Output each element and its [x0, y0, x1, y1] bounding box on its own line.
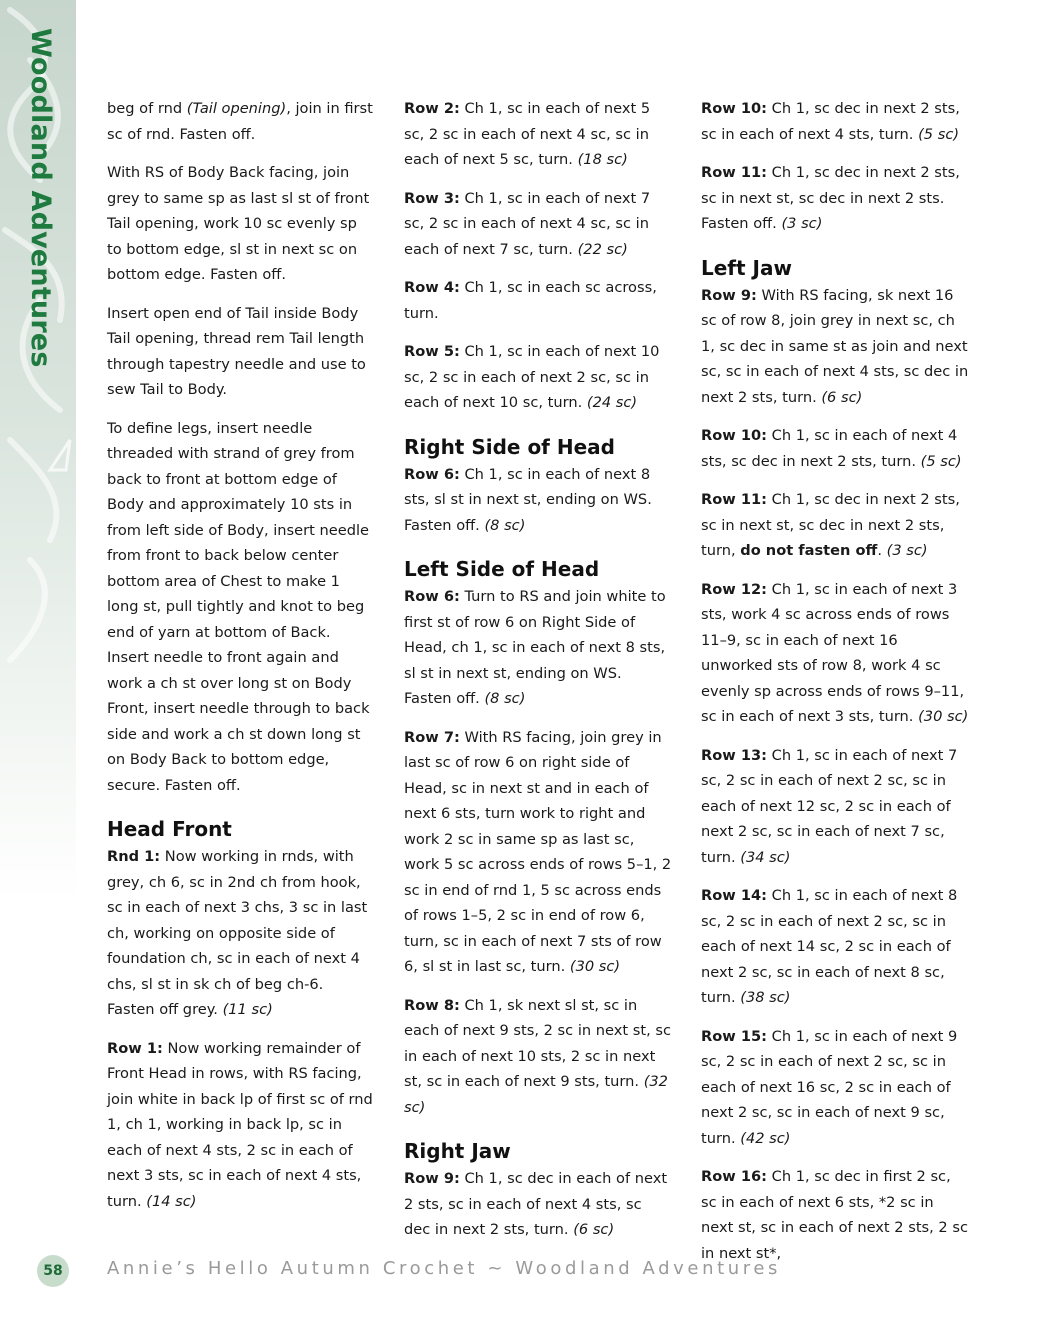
instruction-paragraph — [404, 96, 672, 173]
row-label: Row 2: — [404, 100, 460, 117]
row-label: Row 10: — [701, 427, 767, 444]
row-label: Row 11: — [701, 164, 767, 181]
instruction-paragraph — [404, 275, 672, 326]
page-footer: Annie’s Hello Autumn Crochet ~ Woodland Adventures — [107, 1258, 782, 1279]
instruction-paragraph — [107, 96, 375, 147]
row-label: Row 6: — [404, 465, 460, 483]
instruction-text: Now working remainder of Front Head in rows, with RS facing, join white in back lp of first sc of rnd 1, ch 1, working in back lp, sc in each of next 4 sts, 2 sc in each of next 3 sts, sc in each of next 4 sts, turn. — [107, 1039, 373, 1210]
row-label: Row 15: — [701, 1027, 767, 1045]
stitch-count: (34 sc) — [740, 848, 791, 866]
instruction-text: Ch 1, sc dec in next 2 sts, sc in each of next 4 sts, turn. — [701, 100, 960, 143]
row-label: Row 11: — [701, 491, 767, 508]
instruction-paragraph — [107, 1036, 375, 1215]
instruction-text: Ch 1, sc in each of next 3 sts, work 4 sc across ends of rows 11–9, sc in each of next 16 unworked sts of row 8, work 4 sc evenly sp across ends of rows 9–11, sc in each of next 3 sts, turn. — [701, 580, 965, 725]
instruction-text: Ch 1, sc in each of next 7 sc, 2 sc in each of next 4 sc, sc in each of next 7 sc, turn. — [404, 189, 651, 258]
instruction-text: , join in first sc of rnd. Fasten off. — [107, 100, 373, 143]
instruction-paragraph — [701, 96, 969, 147]
stitch-count: (14 sc) — [146, 1192, 197, 1210]
row-label: Row 14: — [701, 887, 767, 904]
row-label: Row 16: — [701, 1168, 767, 1185]
column-1 — [107, 96, 375, 1227]
stitch-count: (11 sc) — [222, 1001, 273, 1018]
stitch-count: (38 sc) — [740, 989, 791, 1006]
instruction-text: Ch 1, sc dec in next 2 sts, sc in next st, sc dec in next 2 sts, turn, — [701, 491, 960, 559]
stitch-count: (6 sc) — [573, 1221, 615, 1238]
section-heading: Left Jaw — [701, 255, 792, 280]
instruction-paragraph — [701, 743, 969, 871]
instruction-paragraph — [701, 160, 969, 237]
instruction-paragraph — [701, 1164, 969, 1266]
stitch-count: (30 sc) — [569, 958, 621, 975]
row-label: do not fasten off — [740, 542, 878, 559]
instruction-text: Ch 1, sc in each of next 9 sc, 2 sc in each of next 2 sc, sc in each of next 16 sc, 2 sc in each of next 2 sc, sc in each of next 9 sc, turn. — [701, 1027, 958, 1147]
column-3 — [701, 96, 969, 1279]
stitch-count: (5 sc) — [920, 452, 962, 470]
row-label: Row 3: — [404, 189, 460, 207]
row-label: Row 1: — [107, 1039, 163, 1057]
row-label: Row 4: — [404, 279, 460, 296]
stitch-count: (30 sc) — [918, 708, 969, 725]
side-title: Woodland Adventures — [25, 28, 56, 368]
row-label: Row 9: — [404, 1170, 460, 1187]
instruction-text: Turn to RS and join white to first st of row 6 on Right Side of Head, ch 1, sc in each of next 8 sts, sl st in next st, ending on WS. Fasten off. — [404, 588, 666, 707]
row-label: Row 9: — [701, 286, 757, 304]
page-number: 58 — [37, 1255, 69, 1287]
row-label: Row 12: — [701, 580, 767, 598]
instruction-paragraph — [701, 283, 969, 411]
instruction-paragraph — [107, 301, 375, 403]
row-label: Row 13: — [701, 746, 767, 764]
instruction-text: Ch 1, sc dec in next 2 sts, sc in next st, sc dec in next 2 sts. Fasten off. — [701, 164, 960, 232]
instruction-paragraph — [404, 993, 672, 1121]
section-heading: Head Front — [107, 817, 232, 841]
instruction-text: To define legs, insert needle threaded with strand of grey from back to front at bottom edge of Body and approximately 10 sts in from left side of Body, insert needle from front to back below center bottom area of Chest to make 1 long st, pull tightly and knot to beg end of yarn at bottom of Back. Insert needle to front again and work a ch st over long st on Body Front, insert needle through to back side and work a ch st down long st on Body Back to bottom edge, secure. Fasten off. — [107, 419, 370, 794]
instruction-text: With RS facing, join grey in last sc of row 6 on right side of Head, sc in next st and in each of next 6 sts, turn work to right and work 2 sc in same sp as last sc, work 5 sc across ends of rows 5–1, 2 sc in end of rnd 1, 5 sc across ends of rows 1–5, 2 sc in end of row 6, turn, sc in each of next 7 sts of row 6, sl st in last sc, turn. — [404, 728, 672, 975]
stitch-count: (32 sc) — [404, 1073, 668, 1116]
instruction-paragraph — [404, 339, 672, 416]
instruction-paragraph — [404, 462, 672, 539]
instruction-text: Ch 1, sk next sl st, sc in each of next 9 sts, 2 sc in next st, sc in each of next 10 sts, 2 sc in next st, sc in each of next 9 sts, turn. — [404, 996, 671, 1090]
row-label: Row 8: — [404, 996, 460, 1014]
stitch-count: (8 sc) — [484, 516, 526, 534]
instruction-text: Ch 1, sc in each sc across, turn. — [404, 279, 657, 322]
instruction-paragraph — [404, 584, 672, 712]
section-heading: Right Jaw — [404, 1139, 511, 1163]
row-label: Row 7: — [404, 728, 460, 746]
instruction-text: Ch 1, sc in each of next 4 sts, sc dec in next 2 sts, turn. — [701, 427, 958, 470]
stitch-count: (24 sc) — [586, 394, 638, 411]
instruction-paragraph — [701, 423, 969, 474]
section-heading: Left Side of Head — [404, 557, 600, 581]
instruction-text: . — [877, 542, 887, 559]
instruction-text: Now working in rnds, with grey, ch 6, sc in 2nd ch from hook, sc in each of next 3 chs, 3 sc in last ch, working on opposite side of foundation ch, sc in each of next 4 chs, sl st in sk ch of beg ch-6. Fasten off grey. — [107, 848, 368, 1018]
stitch-count: (3 sc) — [886, 542, 928, 559]
instruction-text: Ch 1, sc in each of next 8 sts, sl st in next st, ending on WS. Fasten off. — [404, 465, 652, 534]
stitch-count: (6 sc) — [821, 388, 863, 406]
instruction-paragraph — [701, 883, 969, 1011]
instruction-paragraph — [404, 1166, 672, 1243]
instruction-text: Ch 1, sc in each of next 10 sc, 2 sc in each of next 2 sc, sc in each of next 10 sc, turn. — [404, 343, 660, 411]
stitch-count: (5 sc) — [918, 125, 960, 143]
stitch-count: (3 sc) — [781, 215, 823, 232]
instruction-text: With RS facing, sk next 16 sc of row 8, join grey in next sc, ch 1, sc dec in same st as join and next sc, sc in each of next 4 sts, sc dec in next 2 sts, turn. — [701, 286, 969, 406]
instruction-paragraph — [701, 1024, 969, 1152]
instruction-paragraph — [404, 725, 672, 980]
instruction-paragraph — [701, 487, 969, 564]
row-label: Row 10: — [701, 100, 767, 117]
instruction-text: beg of rnd — [107, 100, 187, 117]
instruction-paragraph — [107, 844, 375, 1023]
instruction-text: Ch 1, sc dec in each of next 2 sts, sc in each of next 4 sts, sc dec in next 2 sts, turn. — [404, 1170, 668, 1238]
instruction-text: Ch 1, sc in each of next 8 sc, 2 sc in each of next 2 sc, sc in each of next 14 sc, 2 sc in each of next 2 sc, sc in each of next 8 sc, turn. — [701, 887, 958, 1006]
stitch-count: (Tail opening) — [186, 100, 287, 117]
instruction-text: Ch 1, sc in each of next 5 sc, 2 sc in each of next 4 sc, sc in each of next 5 sc, turn. — [404, 100, 651, 168]
instruction-text: Ch 1, sc dec in first 2 sc, sc in each of next 6 sts, *2 sc in next st, sc in each of next 2 sts, 2 sc in next st*, — [701, 1168, 968, 1262]
instruction-paragraph — [404, 186, 672, 263]
row-label: Row 6: — [404, 588, 460, 605]
row-label: Row 5: — [404, 343, 460, 360]
instruction-text: Ch 1, sc in each of next 7 sc, 2 sc in each of next 2 sc, sc in each of next 12 sc, 2 sc in each of next 2 sc, sc in each of next 7 sc, turn. — [701, 746, 958, 866]
section-heading: Right Side of Head — [404, 434, 615, 459]
stitch-count: (8 sc) — [484, 690, 526, 707]
row-label: Rnd 1: — [107, 848, 161, 865]
instruction-text: With RS of Body Back facing, join grey to same sp as last sl st of front Tail opening, work 10 sc evenly sp to bottom edge, sl st in next sc on bottom edge. Fasten off. — [107, 164, 370, 283]
instruction-paragraph — [107, 416, 375, 799]
column-2 — [404, 96, 672, 1256]
instruction-paragraph — [701, 577, 969, 730]
stitch-count: (42 sc) — [740, 1129, 791, 1147]
instruction-paragraph — [107, 160, 375, 288]
instruction-text: Insert open end of Tail inside Body Tail opening, thread rem Tail length through tapestry needle and use to sew Tail to Body. — [107, 304, 366, 398]
stitch-count: (18 sc) — [577, 151, 628, 168]
stitch-count: (22 sc) — [577, 240, 628, 258]
